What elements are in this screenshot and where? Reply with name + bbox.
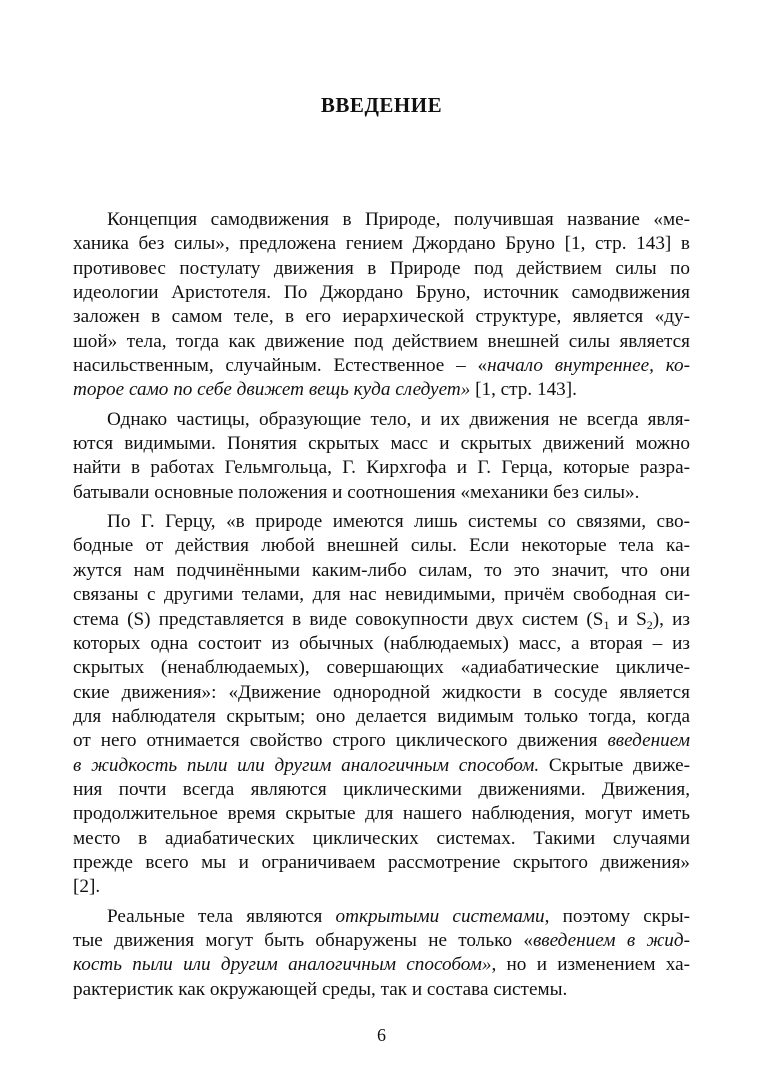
text-line [73,875,690,899]
text-line [73,432,690,456]
text-line [73,208,690,232]
text-line [73,827,690,851]
text-line [73,705,690,729]
text-segment: , поэтому скры- [544,905,690,927]
page-title: ВВЕДЕНИЕ [320,93,443,117]
text-line [73,953,690,977]
paragraph [73,408,690,505]
text-line [73,481,690,505]
paragraph [73,905,690,1002]
italic-text: кость пыли или другим аналогичным способом» [73,954,492,976]
text-line [73,754,690,778]
italic-text: в жидкость пыли или другим аналогичным способом. [73,754,540,776]
text-segment: [2]. [73,876,101,898]
text-line [73,281,690,305]
text-segment: тые движения могут быть обнаружены не только « [73,929,533,951]
text-segment: , но и изменением ха- [491,954,690,976]
text-line [73,681,690,705]
text-line [73,632,690,656]
text-line [73,905,690,929]
text-segment: [1, стр. 143]. [470,379,577,401]
text-segment: ния почти всегда являются циклическими движениями. Движения, [73,778,690,800]
text-line [73,851,690,875]
text-line [73,729,690,753]
text-segment: противовес постулату движения в Природе под действием силы по [73,257,690,279]
text-segment: скрытых (ненаблюдаемых), совершающих «адиабатические цикличе- [73,657,690,679]
subscript: 2 [646,617,653,632]
text-segment: Реальные тела являются [107,905,336,927]
text-line [73,778,690,802]
text-segment: заложен в самом теле, в его иерархической структуре, является «ду- [73,306,690,328]
text-segment: батывали основные положения и соотношения «механики без силы». [73,481,640,503]
text-segment: прежде всего мы и ограничиваем рассмотрение скрытого движения» [73,851,690,873]
text-segment: для наблюдателя скрытым; оно делается видимым только тогда, когда [73,705,690,727]
paragraph [73,208,690,403]
italic-text: введением в жид- [532,929,690,951]
text-line [73,232,690,256]
paragraph [73,510,690,900]
text-line [73,378,690,402]
text-segment: Однако частицы, образующие тело, и их движения не всегда явля- [107,408,690,430]
text-line [73,510,690,534]
text-line [73,456,690,480]
text-segment: и S [609,608,647,630]
text-line [73,608,690,632]
page-number: 6 [377,1025,386,1045]
text-line [73,354,690,378]
italic-text: открытыми системами [335,905,545,927]
text-segment: По Г. Герцу, «в природе имеются лишь системы со связями, сво- [107,511,690,533]
text-line [73,408,690,432]
text-line [73,305,690,329]
italic-text: введением [607,730,690,752]
text-line [73,978,690,1002]
text-segment: Скрытые движе- [539,754,691,776]
italic-text: начало внутреннее, ко- [487,355,690,377]
text-segment: рактеристик как окружающей среды, так и состава системы. [73,978,568,1000]
italic-text: торое само по себе движет вещь куда следует» [73,379,471,401]
text-line [73,929,690,953]
text-segment: стема (S) представляется в виде совокупности двух систем (S [73,608,604,630]
body-text [73,208,690,1002]
subscript: 1 [603,617,610,632]
text-segment: которых одна состоит из обычных (наблюдаемых) масс, а вторая – из [73,632,690,654]
text-segment: от него отнимается свойство строго циклического движения [73,730,608,752]
text-line [73,330,690,354]
text-line [73,656,690,680]
text-segment: ются видимыми. Понятия скрытых масс и скрытых движений можно [73,433,690,455]
text-line [73,257,690,281]
text-segment: ханика без силы», предложена гением Джордано Бруно [1, стр. 143] в [73,233,690,255]
text-segment: Концепция самодвижения в Природе, получившая название «ме- [107,209,690,230]
text-segment: жутся нам подчинёнными каким-либо силам, то это значит, что они [73,559,690,581]
text-segment: ские движения»: «Движение однородной жидкости в сосуде является [73,681,690,703]
text-segment: связаны с другими телами, для нас невидимыми, причём свободная си- [73,584,690,606]
text-line [73,802,690,826]
text-segment: бодные от действия любой внешней силы. Если некоторые тела ка- [73,535,690,557]
text-segment: идеологии Аристотеля. По Джордано Бруно, источник самодвижения [73,282,690,304]
text-segment: насильственным, случайным. Естественное – « [73,355,488,377]
text-line [73,583,690,607]
text-segment: ), из [652,608,690,630]
text-line [73,534,690,558]
text-segment: продолжительное время скрытые для нашего наблюдения, могут иметь [73,803,690,825]
text-line [73,559,690,583]
text-segment: найти в работах Гельмгольца, Г. Кирхгофа и Г. Герца, которые разра- [73,457,690,479]
text-segment: место в адиабатических циклических системах. Такими случаями [73,827,690,849]
text-segment: шой» тела, тогда как движение под действием внешней силы является [73,330,690,352]
